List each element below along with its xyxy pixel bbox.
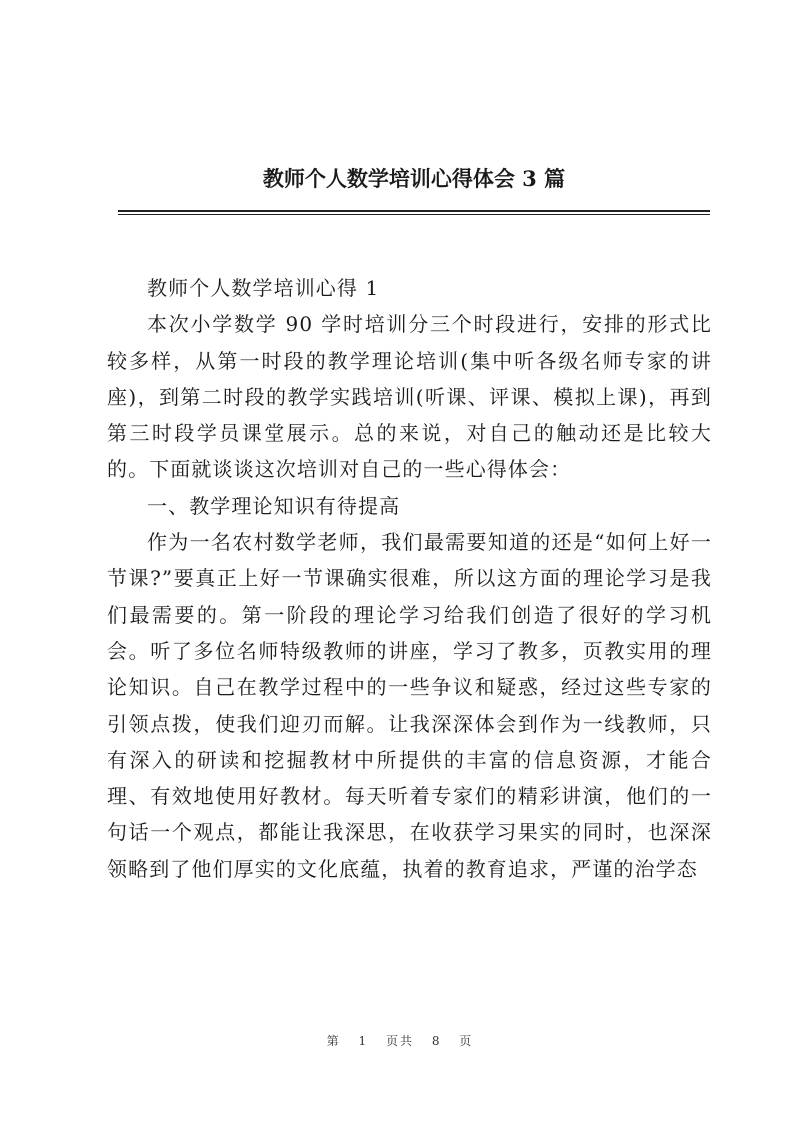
footer-suffix: 页 xyxy=(459,1034,474,1048)
section-heading: 教师个人数学培训心得 1 xyxy=(147,276,380,300)
page-footer xyxy=(0,1032,800,1049)
title-rule-thin xyxy=(118,214,710,215)
footer-total-pages: 8 xyxy=(431,1034,442,1048)
document-title: 教师个人数学培训心得体会 3 篇 xyxy=(262,166,566,191)
footer-prefix: 第 xyxy=(326,1034,341,1048)
body-paragraph: 作为一名农村数学老师，我们最需要知道的还是“如何上好一节课?”要真正上好一节课确实很难，所以这方面的理论学习是我们最需要的。第一阶段的理论学习给我们创造了很好的学习机会。听了多位名师特级教师的讲座，学习了教多，页教实用的理论知识。自己在教学过程中的一些争议和疑惑，经过这些专家的引领点拨，使我们迎刃而解。让我深深体会到作为一线教师，只有深入的研读和挖掘教材中所提供的丰富的信息资源，才能合理、有效地使用好教材。每天听着专家们的精彩讲演，他们的一句话一个观点，都能让我深思，在收获学习果实的同时，也深深领略到了他们厚实的文化底蕴，执着的教育追求，严谨的治学态 xyxy=(107,530,712,881)
document-body xyxy=(107,270,712,887)
title-rule-thick xyxy=(118,210,710,212)
footer-middle: 页共 xyxy=(385,1034,414,1048)
footer-current-page: 1 xyxy=(358,1034,369,1048)
body-paragraph: 本次小学数学 90 学时培训分三个时段进行，安排的形式比较多样，从第一时段的教学理论培训(集中听各级名师专家的讲座)，到第二时段的教学实践培训(听课、评课、模拟上课)，再到第三时段学员课堂展示。总的来说，对自己的触动还是比较大的。下面就谈谈这次培训对自己的一些心得体会： xyxy=(107,312,712,482)
subsection-heading: 一、教学理论知识有待提高 xyxy=(147,493,401,518)
